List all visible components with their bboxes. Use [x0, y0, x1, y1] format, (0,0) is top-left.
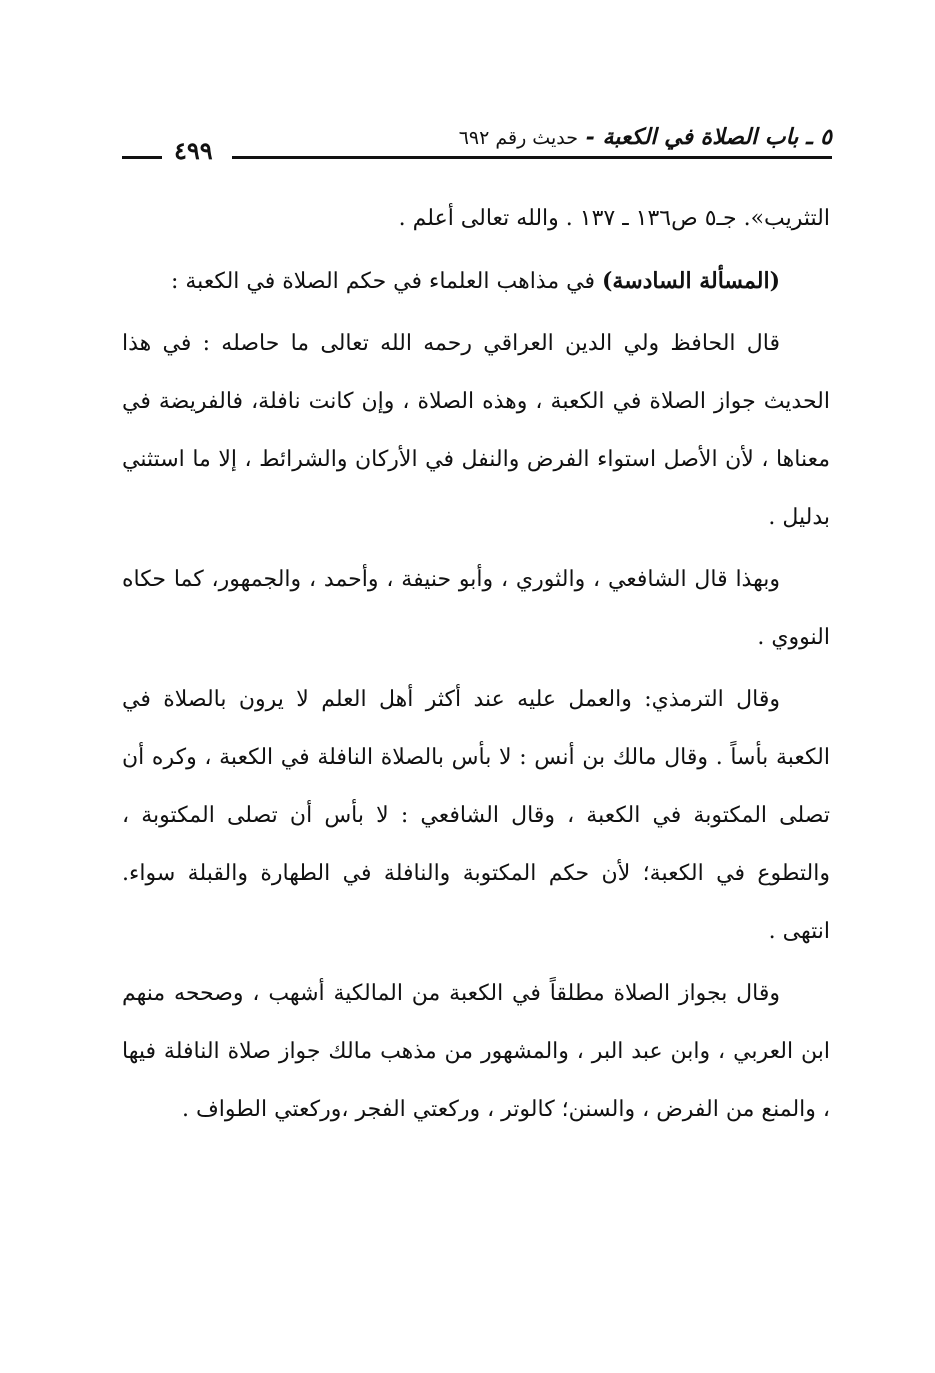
paragraph-3: قال الحافظ ولي الدين العراقي رحمه الله تعالى ما حاصله : في هذا الحديث جواز الصلاة في الكعبة ، وهذه الصلاة ، وإن كانت نافلة، فالفريضة في معناها ، لأن الأصل استواء الفرض والنفل في الأركان والشرائط ، إلا ما استثني بدليل . — [122, 331, 830, 530]
paragraph-2 — [122, 252, 830, 311]
section-heading-text: في مذاهب العلماء في حكم الصلاة في الكعبة : — [170, 269, 595, 294]
page-number: ٤٩٩ — [174, 136, 213, 165]
hadith-number: حديث رقم ٦٩٢ — [458, 127, 578, 149]
paragraph-4: وبهذا قال الشافعي ، والثوري ، وأبو حنيفة ، وأحمد ، والجمهور، كما حكاه النووي . — [122, 567, 830, 650]
header-rule-left — [122, 156, 162, 159]
section-heading: (المسألة السادسة) — [601, 268, 780, 294]
header-rule-right — [232, 156, 832, 159]
paragraph-5: وقال الترمذي: والعمل عليه عند أكثر أهل العلم لا يرون بالصلاة في الكعبة بأساً . وقال مالك بن أنس : لا بأس بالصلاة النافلة في الكعبة ، وكره أن تصلى المكتوبة في الكعبة ، وقال الشافعي : لا بأس أن تصلى المكتوبة ، والتطوع في الكعبة؛ لأن حكم المكتوبة والنافلة في الطهارة والقبلة سواء. انتهى . — [122, 687, 830, 944]
running-header — [122, 118, 832, 168]
header-separator: - — [585, 124, 595, 150]
chapter-name: ٥ ـ باب الصلاة في الكعبة — [602, 124, 832, 150]
body-text — [122, 190, 830, 1143]
paragraph-6: وقال بجواز الصلاة مطلقاً في الكعبة من المالكية أشهب ، وصححه منهم ابن العربي ، وابن عبد البر ، والمشهور من مذهب مالك جواز صلاة النافلة فيها ، والمنع من الفرض ، والسنن؛ كالوتر ، وركعتي الفجر ،وركعتي الطواف . — [122, 981, 830, 1122]
paragraph-1: التثريب». جـ٥ ص١٣٦ ـ ١٣٧ . والله تعالى أعلم . — [398, 206, 830, 231]
chapter-title — [459, 124, 832, 150]
